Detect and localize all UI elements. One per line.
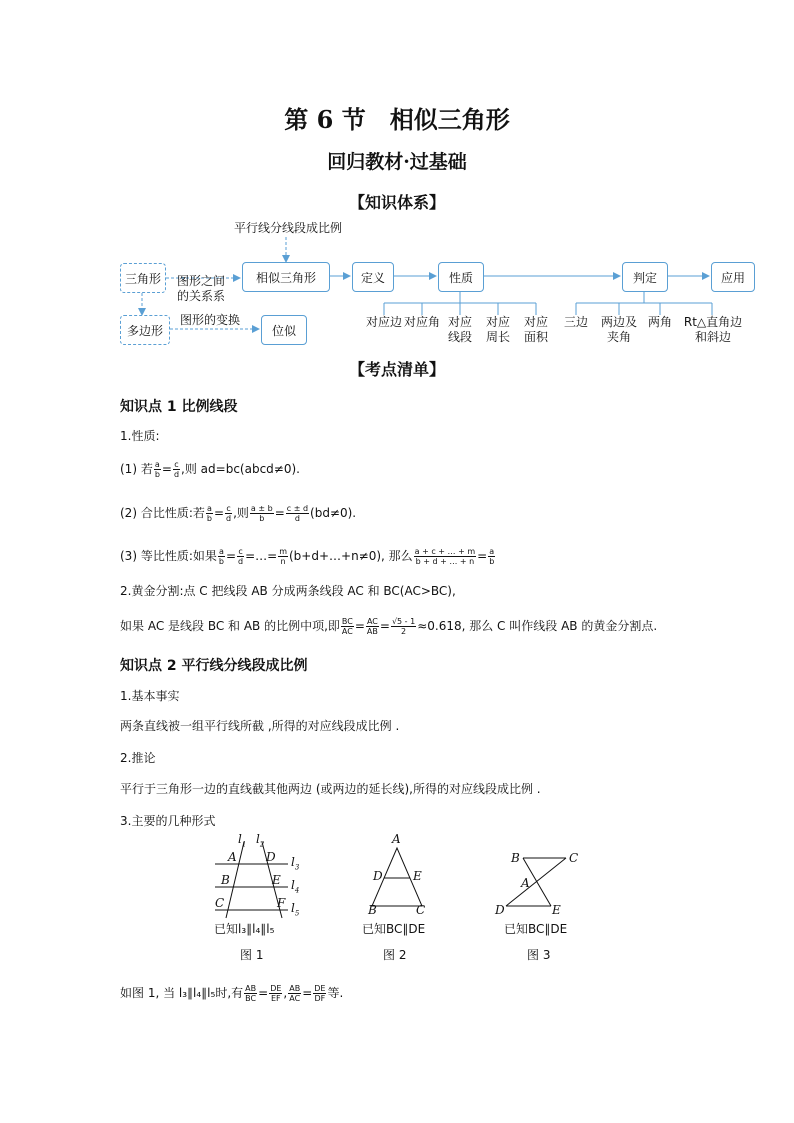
kp1-heading: 知识点 1 比例线段: [120, 399, 238, 415]
knowledge-diagram: [0, 215, 794, 355]
node-judgement: 判定: [622, 262, 668, 292]
num: AB: [245, 984, 257, 993]
text: 如果 AC 是线段 BC 和 AB 的比例中项,即: [120, 619, 340, 633]
den: b + d + … + n: [415, 557, 475, 566]
den: DF: [314, 994, 326, 1003]
fraction: [366, 617, 379, 636]
fig1-given: 已知l₃∥l₄∥l₅: [214, 922, 275, 936]
text: (3) 等比性质:如果: [120, 549, 217, 563]
text: (2) 合比性质:若: [120, 506, 205, 520]
text: =: [302, 986, 313, 1000]
fig2-given: 已知BC∥DE: [362, 922, 426, 936]
fraction: [218, 547, 225, 566]
text: 等.: [327, 986, 344, 1000]
text: (1) 若: [120, 462, 153, 476]
fig2-point: E: [413, 869, 422, 883]
fraction: [269, 984, 282, 1003]
num: c: [226, 504, 231, 513]
diagram-top-label: 平行线分线段成比例: [233, 221, 342, 235]
figure-3: [506, 858, 566, 906]
fig1-label-l1: $l_1$: [238, 832, 247, 849]
text: =: [477, 549, 488, 563]
num: AB: [289, 984, 301, 993]
fig1-point: D: [266, 850, 276, 864]
kp1-line2: [120, 460, 300, 479]
prop-item: 对应 周长: [485, 315, 510, 344]
fraction: [206, 504, 213, 523]
den: 2: [401, 627, 407, 636]
fraction: [244, 984, 257, 1003]
fraction: [391, 617, 416, 636]
text: ,则 ad=bc(abcd≠0).: [181, 462, 300, 476]
fig3-point: D: [495, 903, 505, 917]
fig1-label-l2: $l_2$: [256, 832, 265, 849]
prop-item: 对应边: [365, 315, 402, 329]
text: =: [213, 506, 224, 520]
num: c: [174, 460, 179, 469]
num: c ± d: [286, 504, 309, 513]
den: b: [154, 470, 160, 479]
fig1-label-l5: $l_5$: [291, 901, 300, 918]
den: AB: [366, 627, 378, 636]
text: (bd≠0).: [310, 506, 357, 520]
label-relation: [168, 259, 234, 304]
num: √5 - 1: [391, 617, 416, 626]
den: AC: [289, 994, 301, 1003]
num: c: [238, 547, 243, 556]
fig3-point: C: [569, 851, 579, 865]
fraction: [225, 504, 232, 523]
den: BC: [245, 994, 257, 1003]
text: ≈0.618, 那么 C 叫作线段 AB 的黄金分割点.: [417, 619, 658, 633]
text: =: [274, 506, 285, 520]
text: ,: [283, 986, 288, 1000]
num: m: [279, 547, 287, 556]
prop-item: 对应角: [403, 315, 440, 329]
den: b: [218, 557, 224, 566]
kp2-line3: 2.推论: [120, 751, 156, 765]
den: d: [238, 557, 244, 566]
node-similar-triangle: 相似三角形: [242, 262, 330, 292]
fraction: [341, 617, 354, 636]
fig1-label-l3: $l_3$: [291, 855, 300, 872]
judge-item: Rt△直角边 和斜边: [683, 315, 743, 344]
kp2-line5: 3.主要的几种形式: [120, 814, 216, 828]
page-subtitle: 回归教材·过基础: [327, 151, 467, 173]
num: BC: [341, 617, 353, 626]
den: d: [294, 514, 300, 523]
text: =: [161, 462, 172, 476]
fraction: [250, 504, 274, 523]
den: n: [280, 557, 286, 566]
text: ,则: [233, 506, 249, 520]
fraction: [237, 547, 244, 566]
fraction: [414, 547, 476, 566]
num: a: [218, 547, 224, 556]
num: a: [489, 547, 495, 556]
node-polygon: 多边形: [120, 315, 170, 345]
label-transform: 图形的变换: [179, 313, 240, 327]
fig1-point: B: [221, 873, 230, 887]
fig3-given: 已知BC∥DE: [504, 922, 568, 936]
text: 如图 1, 当 l₃∥l₄∥l₅时,有: [120, 986, 244, 1000]
fig2-point: C: [416, 903, 426, 917]
num: a ± b: [250, 504, 273, 513]
num: a: [206, 504, 212, 513]
page-title: 第 6 节 相似三角形: [284, 105, 510, 134]
fraction: [488, 547, 495, 566]
num: a + c + … + m: [414, 547, 476, 556]
num: DE: [270, 984, 282, 993]
fraction: [286, 504, 309, 523]
node-homothety: 位似: [261, 315, 307, 345]
text: =…=: [245, 549, 278, 563]
judge-item: 两边及 夹角: [600, 315, 637, 344]
fraction: [278, 547, 288, 566]
text: (b+d+…+n≠0), 那么: [288, 549, 413, 563]
kp1-line1: 1.性质:: [120, 429, 160, 443]
fraction: [313, 984, 326, 1003]
fig2-point: A: [392, 832, 401, 846]
den: b: [489, 557, 495, 566]
section-knowledge-heading: 【知识体系】: [348, 193, 445, 212]
fig2-caption: 图 2: [383, 948, 407, 962]
den: b: [259, 514, 265, 523]
fig1-point: A: [228, 850, 237, 864]
judge-item: 三边: [563, 315, 588, 329]
num: a: [154, 460, 160, 469]
den: EF: [270, 994, 281, 1003]
fig1-label-l4: $l_4$: [291, 878, 300, 895]
label-relation-text: 图形之间 的关系系: [176, 274, 225, 303]
section-points-heading: 【考点清单】: [348, 360, 445, 379]
fig1-point: F: [277, 896, 286, 910]
text: =: [258, 986, 269, 1000]
text: =: [379, 619, 390, 633]
fig1-caption: 图 1: [240, 948, 264, 962]
prop-item: 对应 面积: [523, 315, 548, 344]
den: AC: [341, 627, 353, 636]
fraction: [154, 460, 161, 479]
den: b: [206, 514, 212, 523]
fig3-point: B: [511, 851, 520, 865]
fig2-point: B: [368, 903, 377, 917]
prop-item: 对应 线段: [447, 315, 472, 344]
node-application: 应用: [711, 262, 755, 292]
kp2-line4: 平行于三角形一边的直线截其他两边 (或两边的延长线),所得的对应线段成比例 .: [120, 782, 541, 796]
kp1-line3: [120, 504, 356, 523]
den: d: [226, 514, 232, 523]
segment-cd: [506, 858, 566, 906]
fraction: [173, 460, 180, 479]
text: =: [354, 619, 365, 633]
kp1-line6: [120, 617, 657, 636]
text: =: [225, 549, 236, 563]
fraction: [288, 984, 301, 1003]
node-definition: 定义: [352, 262, 394, 292]
node-property: 性质: [438, 262, 484, 292]
kp2-last-line: [120, 984, 343, 1003]
den: d: [173, 470, 180, 479]
node-triangle: 三角形: [120, 263, 166, 293]
fig1-point: E: [272, 873, 281, 887]
fig1-point: C: [215, 896, 225, 910]
fig3-caption: 图 3: [527, 948, 551, 962]
fig3-point: A: [521, 876, 530, 890]
judge-item: 两角: [647, 315, 672, 329]
num: DE: [314, 984, 326, 993]
num: AC: [366, 617, 378, 626]
fig2-point: D: [373, 869, 383, 883]
kp1-line5: 2.黄金分割:点 C 把线段 AB 分成两条线段 AC 和 BC(AC>BC),: [120, 584, 456, 598]
kp2-line1: 1.基本事实: [120, 689, 180, 703]
kp2-heading: 知识点 2 平行线分线段成比例: [120, 658, 308, 674]
fig3-point: E: [552, 903, 561, 917]
kp1-line4: [120, 547, 496, 566]
kp2-line2: 两条直线被一组平行线所截 ,所得的对应线段成比例 .: [120, 719, 400, 733]
